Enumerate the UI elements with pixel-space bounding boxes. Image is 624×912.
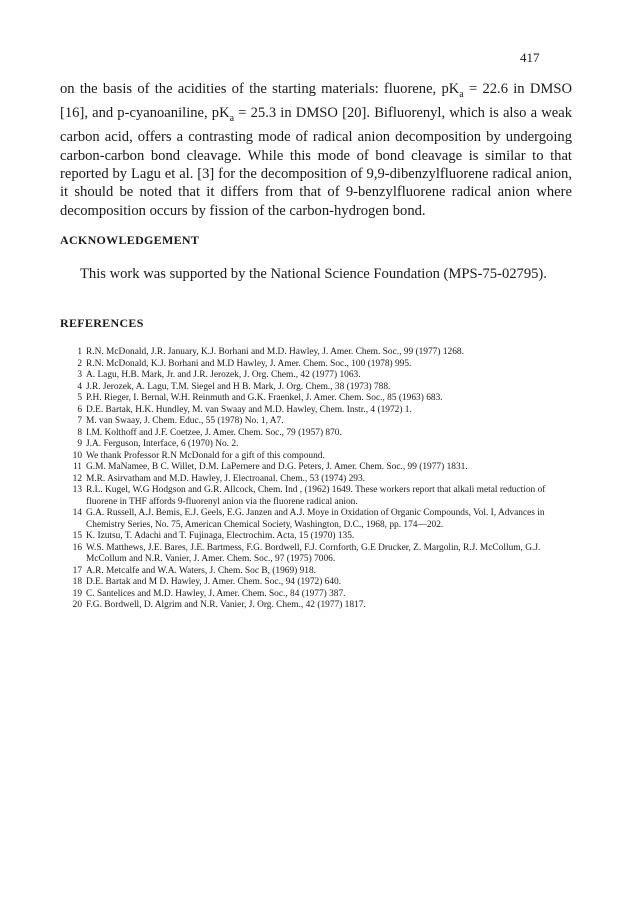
body-paragraph	[60, 80, 572, 220]
reference-text: R.N. McDonald, J.R. January, K.J. Borhani and M.D. Hawley, J. Amer. Chem. Soc., 99 (1977) 1268.	[86, 347, 464, 357]
reference-text: G.M. MaNamee, B C. Willet, D.M. LaPernere and D.G. Peters, J. Amer. Chem. Soc., 99 (1977) 1831.	[86, 462, 468, 472]
reference-text: A.R. Metcalfe and W.A. Waters, J. Chem. Soc B, (1969) 918.	[86, 565, 317, 576]
reference-item	[60, 405, 572, 417]
reference-item	[60, 508, 572, 531]
reference-item	[60, 451, 572, 463]
reference-number: 15	[72, 531, 82, 541]
reference-text: G.A. Russell, A.J. Bemis, E.J. Geels, E.G. Janzen and A.J. Moye in Oxidation of Organic Compounds, Vol. I, Advances in Chemistry Series, No. 75, American Chemical Society, Washington, D.C., 1968, pp. 174—202.	[86, 508, 545, 530]
body-text-3: = 25.3 in DMSO [20]. Bifluorenyl, which is also a weak carbon acid, offers a contrasting mode of radical anion decomposition by undergoing carbon-carbon bond cleavage. While this mode of bond cleavage is similar to that reported by Lagu et al. [3] for the decomposition of 9,9-dibenzylfluorene radical anion, it should be noted that it differs from that of 9-benzylfluorene radical anion where decomposition occurs by fission of the carbon-hydrogen bond.	[60, 105, 572, 219]
reference-text: R.N. McDonald, K.J. Borhani and M.D Hawley, J. Amer. Chem. Soc., 100 (1978) 995.	[86, 358, 412, 369]
reference-item	[60, 428, 572, 440]
reference-text: W.S. Matthews, J.E. Bares, J.E. Bartmess, F.G. Bordwell, F.J. Cornforth, G.E Drucker, Z. Margolin, R.J. McCollum, G.J. McCollum and N.R. Vanier, J. Amer. Chem. Soc., 97 (1975) 7006.	[86, 542, 541, 564]
reference-item	[60, 589, 572, 601]
reference-text: R.L. Kugel, W.G Hodgson and G.R. Allcock, Chem. Ind , (1962) 1649. These workers report that alkali metal reduction of fluorene in THF affords 9-fluorenyl anion via the fluorene radical anion.	[86, 485, 546, 507]
reference-number: 12	[72, 473, 82, 484]
reference-item	[60, 359, 572, 371]
reference-number: 13	[72, 485, 82, 495]
reference-text: I.M. Kolthoff and J.F. Coetzee, J. Amer. Chem. Soc., 79 (1957) 870.	[86, 427, 342, 438]
reference-text: K. Izutsu, T. Adachi and T. Fujinaga, Electrochim. Acta, 15 (1970) 135.	[86, 531, 355, 541]
page-number: 417	[520, 50, 540, 65]
reference-item	[60, 577, 572, 589]
reference-item	[60, 347, 572, 359]
reference-text: P.H. Rieger, I. Bernal, W.H. Reinmuth and G.K. Fraenkel, J. Amer. Chem. Soc., 85 (1963) 683.	[86, 393, 443, 403]
reference-number: 4	[77, 381, 82, 392]
reference-item	[60, 416, 572, 428]
reference-item	[60, 531, 572, 543]
reference-number: 9	[77, 439, 82, 449]
reference-number: 16	[72, 542, 82, 553]
reference-item	[60, 439, 572, 451]
reference-number: 6	[77, 404, 82, 415]
body-subscript-1: a	[459, 88, 464, 100]
reference-item	[60, 462, 572, 474]
reference-item	[60, 474, 572, 486]
reference-text: D.E. Bartak, H.K. Hundley, M. van Swaay and M.D. Hawley, Chem. Instr., 4 (1972) 1.	[86, 404, 412, 415]
reference-number: 17	[72, 565, 82, 576]
body-text-2: = 22.6 in DMSO [16], and p-cyanoaniline, pK	[60, 81, 572, 122]
reference-number: 11	[72, 462, 82, 472]
reference-item	[60, 393, 572, 405]
reference-number: 8	[77, 427, 82, 438]
reference-number: 10	[72, 450, 82, 461]
reference-number: 19	[72, 588, 82, 599]
references-heading: REFERENCES	[60, 316, 144, 330]
acknowledgement-heading: ACKNOWLEDGEMENT	[60, 233, 200, 247]
reference-text: F.G. Bordwell, D. Algrim and N.R. Vanier, J. Org. Chem., 42 (1977) 1817.	[86, 600, 366, 610]
reference-item	[60, 382, 572, 394]
body-text-1: on the basis of the acidities of the starting materials: fluorene, pK	[60, 81, 460, 97]
reference-text: A. Lagu, H.B. Mark, Jr. and J.R. Jerozek, J. Org. Chem., 42 (1977) 1063.	[86, 370, 361, 380]
reference-text: J.R. Jerozek, A. Lagu, T.M. Siegel and H B. Mark, J. Org. Chem., 38 (1973) 788.	[86, 381, 391, 392]
body-subscript-2: a	[229, 113, 235, 125]
reference-item	[60, 543, 572, 566]
reference-number: 1	[77, 347, 82, 357]
reference-item	[60, 566, 572, 578]
reference-number: 3	[77, 370, 82, 380]
reference-text: C. Santelices and M.D. Hawley, J. Amer. Chem. Soc., 84 (1977) 387.	[86, 588, 346, 599]
reference-text: J.A. Ferguson, Interface, 6 (1970) No. 2.	[86, 439, 239, 449]
reference-item	[60, 600, 572, 612]
reference-text: M.R. Asirvatham and M.D. Hawley, J. Electroanal. Chem., 53 (1974) 293.	[86, 473, 366, 484]
reference-list	[60, 347, 572, 612]
reference-number: 20	[72, 600, 82, 610]
reference-number: 18	[72, 577, 82, 587]
reference-number: 2	[77, 358, 82, 369]
acknowledgement-text: This work was supported by the National Science Foundation (MPS-75-02795).	[80, 266, 547, 282]
reference-text: M. van Swaay, J. Chem. Educ., 55 (1978) No. 1, A7.	[86, 416, 284, 426]
reference-number: 7	[77, 416, 82, 426]
reference-text: We thank Professor R.N McDonald for a gift of this compound.	[86, 450, 325, 461]
reference-item	[60, 370, 572, 382]
reference-text: D.E. Bartak and M D. Hawley, J. Amer. Chem. Soc., 94 (1972) 640.	[86, 577, 342, 587]
reference-item	[60, 485, 572, 508]
reference-number: 14	[72, 508, 82, 518]
reference-number: 5	[77, 393, 82, 403]
